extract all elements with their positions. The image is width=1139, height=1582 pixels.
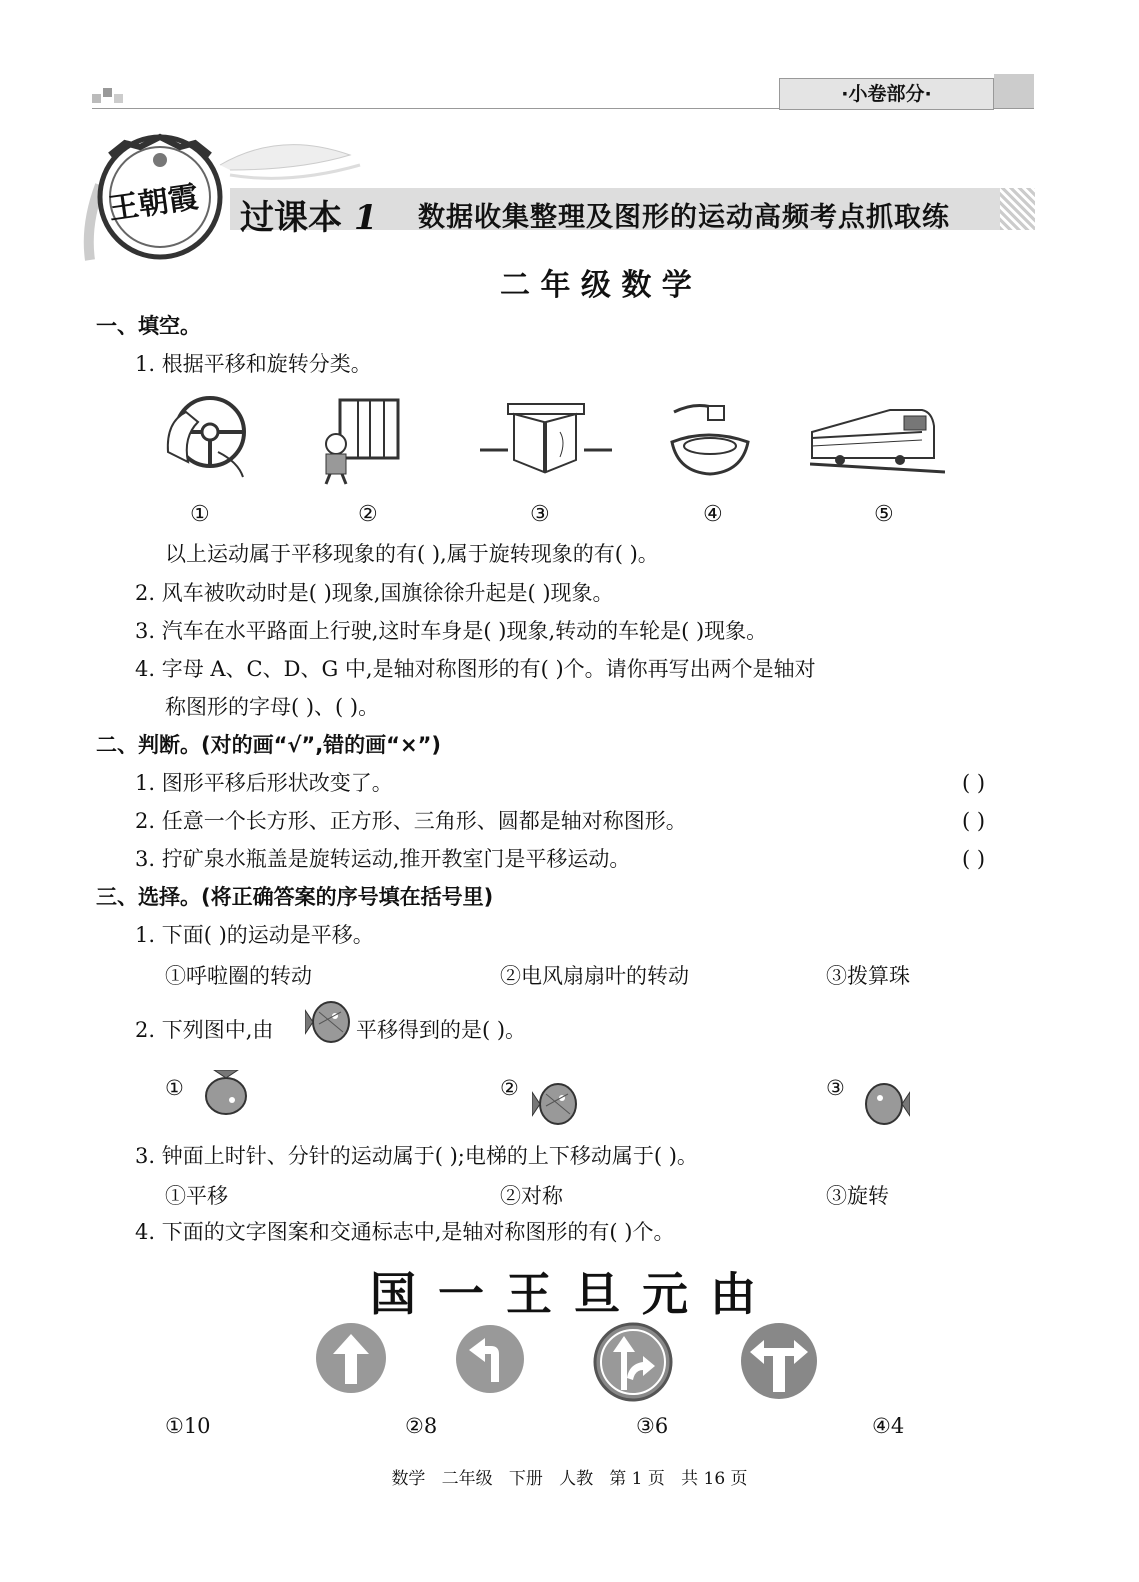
left-or-right-sign-icon [740,1322,818,1400]
s3-q1-option-3: ③拨算珠 [826,964,910,988]
title-band-pattern [1000,188,1035,230]
s3-q2-option-2: ② [500,1076,519,1100]
fish-option-3-picture [858,1078,910,1130]
section-tag-block [994,74,1034,108]
left-turn-sign-icon [455,1324,525,1394]
fish-option-2-picture [532,1078,584,1130]
s3-q3-option-1: ①平移 [165,1184,228,1208]
s3-q4-option-1: ①10 [165,1414,211,1438]
section3-heading: 三、选择。(将正确答案的序号填在括号里) [96,885,494,909]
s1-q3: 3. 汽车在水平路面上行驶,这时车身是( )现象,转动的车轮是( )现象。 [135,619,768,643]
section1-heading: 一、填空。 [96,314,201,338]
section2-heading: 二、判断。(对的画“√”,错的画“×”) [96,733,441,757]
pic-label-5: ⑤ [874,502,894,527]
s1-q1-answer: 以上运动属于平移现象的有( ),属于旋转现象的有( )。 [165,542,659,566]
section-tag: ·小卷部分· [779,78,994,110]
s3-q1-option-1: ①呼啦圈的转动 [165,964,312,988]
s2-item-2: 2. 任意一个长方形、正方形、三角形、圆都是轴对称图形。 [135,809,687,833]
fish-reference-picture [305,996,357,1048]
symmetric-characters: 国一王旦元由 [370,1267,778,1321]
subject-title: 二 年 级 数 学 [500,268,692,303]
faucet-sink-picture [668,398,752,478]
s1-q4-line1: 4. 字母 A、C、D、G 中,是轴对称图形的有( )个。请你再写出两个是轴对 [135,657,816,681]
s1-q4-line2: 称图形的字母( )、( )。 [165,695,380,719]
s3-q4: 4. 下面的文字图案和交通标志中,是轴对称图形的有( )个。 [135,1220,675,1244]
s3-q3-option-3: ③旋转 [826,1184,889,1208]
s3-q2-option-1: ① [165,1076,184,1100]
logo-text: 王朝霞 [106,179,201,228]
straight-or-right-sign-icon [593,1322,673,1402]
s2-item-3: 3. 拧矿泉水瓶盖是旋转运动,推开教室门是平移运动。 [135,847,631,871]
s3-q2-option-3: ③ [826,1076,845,1100]
s1-q2: 2. 风车被吹动时是( )现象,国旗徐徐升起是( )现象。 [135,581,614,605]
s2-blank-1: ( ) [962,771,986,795]
s3-q3-option-2: ②对称 [500,1184,563,1208]
title-main [240,190,378,239]
pic-label-4: ④ [703,502,723,527]
train-picture [810,402,945,474]
s2-blank-2: ( ) [962,809,986,833]
s3-q4-option-3: ③6 [636,1414,669,1438]
revolving-door-picture [480,402,612,474]
s3-q2-post: 平移得到的是( )。 [356,1018,527,1042]
s3-q3: 3. 钟面上时针、分针的运动属于( );电梯的上下移动属于( )。 [135,1144,698,1168]
steering-wheel-picture [158,392,250,484]
pic-label-2: ② [358,502,378,527]
s3-q4-option-2: ②8 [405,1414,438,1438]
s1-q1: 1. 根据平移和旋转分类。 [135,352,372,376]
title-number: 1 [353,198,378,238]
s2-blank-3: ( ) [962,847,986,871]
straight-arrow-sign-icon [315,1322,387,1394]
pic-label-1: ① [190,502,210,527]
fish-option-1-picture [200,1070,252,1122]
s3-q4-option-4: ④4 [872,1414,905,1438]
title-main-text: 过课本 [240,198,342,238]
s2-item-1: 1. 图形平移后形状改变了。 [135,771,393,795]
s3-q2-pre: 2. 下列图中,由 [135,1018,274,1042]
sliding-window-picture [318,396,403,486]
pic-label-3: ③ [530,502,550,527]
page-footer: 数学 二年级 下册 人教 第 1 页 共 16 页 [391,1469,748,1489]
s3-q1: 1. 下面( )的运动是平移。 [135,923,374,947]
title-subtitle: 数据收集整理及图形的运动高频考点抓取练 [418,202,950,233]
s3-q1-option-2: ②电风扇扇叶的转动 [500,964,689,988]
